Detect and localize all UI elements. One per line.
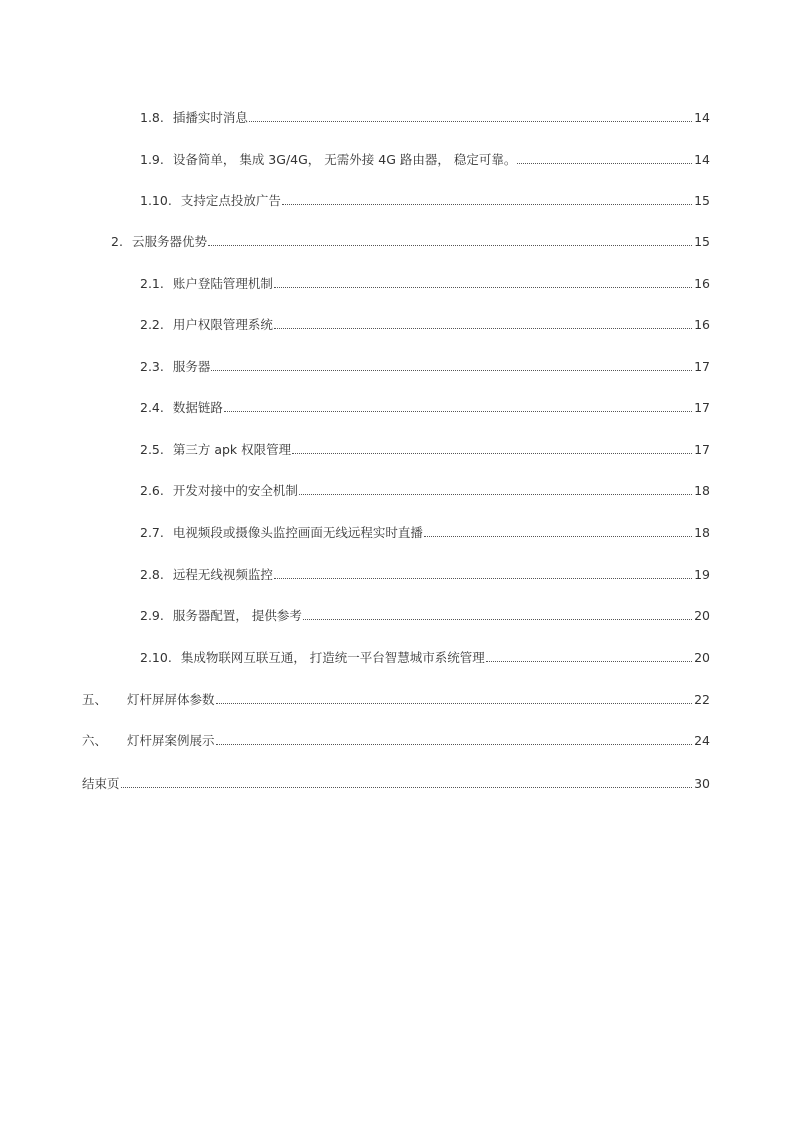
toc-entry-page: 14 [694, 152, 710, 167]
dot-leader [274, 328, 692, 329]
dot-leader [121, 787, 693, 788]
toc-entry-title: 云服务器优势 [131, 234, 207, 249]
toc-entry-title: 灯杆屏屏体参数 [127, 692, 215, 707]
toc-entry-title: 设备简单， 集成 3G/4G， 无需外接 4G 路由器， 稳定可靠。 [172, 152, 517, 167]
dot-leader [292, 453, 692, 454]
dot-leader [216, 703, 693, 704]
toc-entry[interactable] [140, 604, 710, 624]
toc-entry-number: 2.1. [140, 276, 164, 291]
toc-entry-title: 结束页 [82, 776, 120, 791]
toc-entry-number: 六、 [82, 733, 108, 748]
toc-entry[interactable] [82, 729, 710, 749]
toc-entry[interactable] [140, 313, 710, 333]
toc-entry-title: 电视频段或摄像头监控画面无线远程实时直播 [172, 525, 423, 540]
toc-entry-page: 20 [694, 650, 710, 665]
toc-entry-number: 2.5. [140, 442, 164, 457]
toc-entry-number: 2. [111, 234, 123, 249]
dot-leader [274, 578, 692, 579]
dot-leader [208, 245, 692, 246]
toc-entry-title: 用户权限管理系统 [172, 317, 273, 332]
toc-entry-number: 2.3. [140, 359, 164, 374]
toc-entry-title: 账户登陆管理机制 [172, 276, 273, 291]
dot-leader [486, 661, 692, 662]
toc-entry-page: 17 [694, 359, 710, 374]
toc-entry-title: 灯杆屏案例展示 [127, 733, 215, 748]
toc-entry[interactable] [82, 772, 710, 792]
toc-entry-page: 17 [694, 442, 710, 457]
toc-entry-page: 16 [694, 276, 710, 291]
toc-entry[interactable] [140, 272, 710, 292]
dot-leader [274, 287, 692, 288]
toc-entry-page: 17 [694, 400, 710, 415]
toc-entry[interactable] [140, 438, 710, 458]
toc-entry[interactable] [82, 688, 710, 708]
dot-leader [424, 536, 692, 537]
toc-entry-title: 插播实时消息 [172, 110, 248, 125]
toc-entry-page: 19 [694, 567, 710, 582]
toc-entry[interactable] [140, 106, 710, 126]
toc-entry-number: 1.9. [140, 152, 164, 167]
toc-entry-title: 远程无线视频监控 [172, 567, 273, 582]
toc-entry-page: 18 [694, 483, 710, 498]
dot-leader [303, 619, 692, 620]
toc-entry[interactable] [140, 563, 710, 583]
toc-entry[interactable] [140, 521, 710, 541]
toc-entry-number: 2.4. [140, 400, 164, 415]
toc-entry[interactable] [111, 230, 710, 250]
toc-entry[interactable] [140, 479, 710, 499]
toc-entry-number: 2.9. [140, 608, 164, 623]
dot-leader [216, 744, 693, 745]
toc-entry-page: 20 [694, 608, 710, 623]
toc-entry-title: 数据链路 [172, 400, 223, 415]
toc-entry-number: 1.8. [140, 110, 164, 125]
toc-entry-page: 15 [694, 193, 710, 208]
toc-entry-number: 2.8. [140, 567, 164, 582]
toc-entry[interactable] [140, 646, 710, 666]
toc-entry-page: 14 [694, 110, 710, 125]
toc-entry-number: 2.2. [140, 317, 164, 332]
toc-entry-title: 集成物联网互联互通， 打造统一平台智慧城市系统管理 [180, 650, 485, 665]
dot-leader [282, 204, 692, 205]
toc-entry-title: 第三方 apk 权限管理 [172, 442, 292, 457]
toc-entry[interactable] [140, 396, 710, 416]
toc-entry-title: 开发对接中的安全机制 [172, 483, 298, 498]
toc-entry-title: 服务器 [172, 359, 211, 374]
dot-leader [517, 163, 692, 164]
toc-entry-page: 18 [694, 525, 710, 540]
toc-entry-number: 2.10. [140, 650, 172, 665]
toc-entry-title: 支持定点投放广告 [180, 193, 281, 208]
toc-entry[interactable] [140, 189, 710, 209]
dot-leader [249, 121, 692, 122]
toc-entry-page: 15 [694, 234, 710, 249]
toc-entry-page: 30 [694, 776, 710, 791]
dot-leader [211, 370, 692, 371]
toc-entry-page: 16 [694, 317, 710, 332]
toc-entry-page: 22 [694, 692, 710, 707]
dot-leader [299, 494, 692, 495]
dot-leader [224, 411, 692, 412]
toc-entry[interactable] [140, 355, 710, 375]
toc-entry[interactable] [140, 148, 710, 168]
toc-entry-number: 五、 [82, 692, 108, 707]
toc-entry-page: 24 [694, 733, 710, 748]
toc-entry-title: 服务器配置， 提供参考 [172, 608, 302, 623]
toc-entry-number: 1.10. [140, 193, 172, 208]
toc-entry-number: 2.7. [140, 525, 164, 540]
toc-entry-number: 2.6. [140, 483, 164, 498]
